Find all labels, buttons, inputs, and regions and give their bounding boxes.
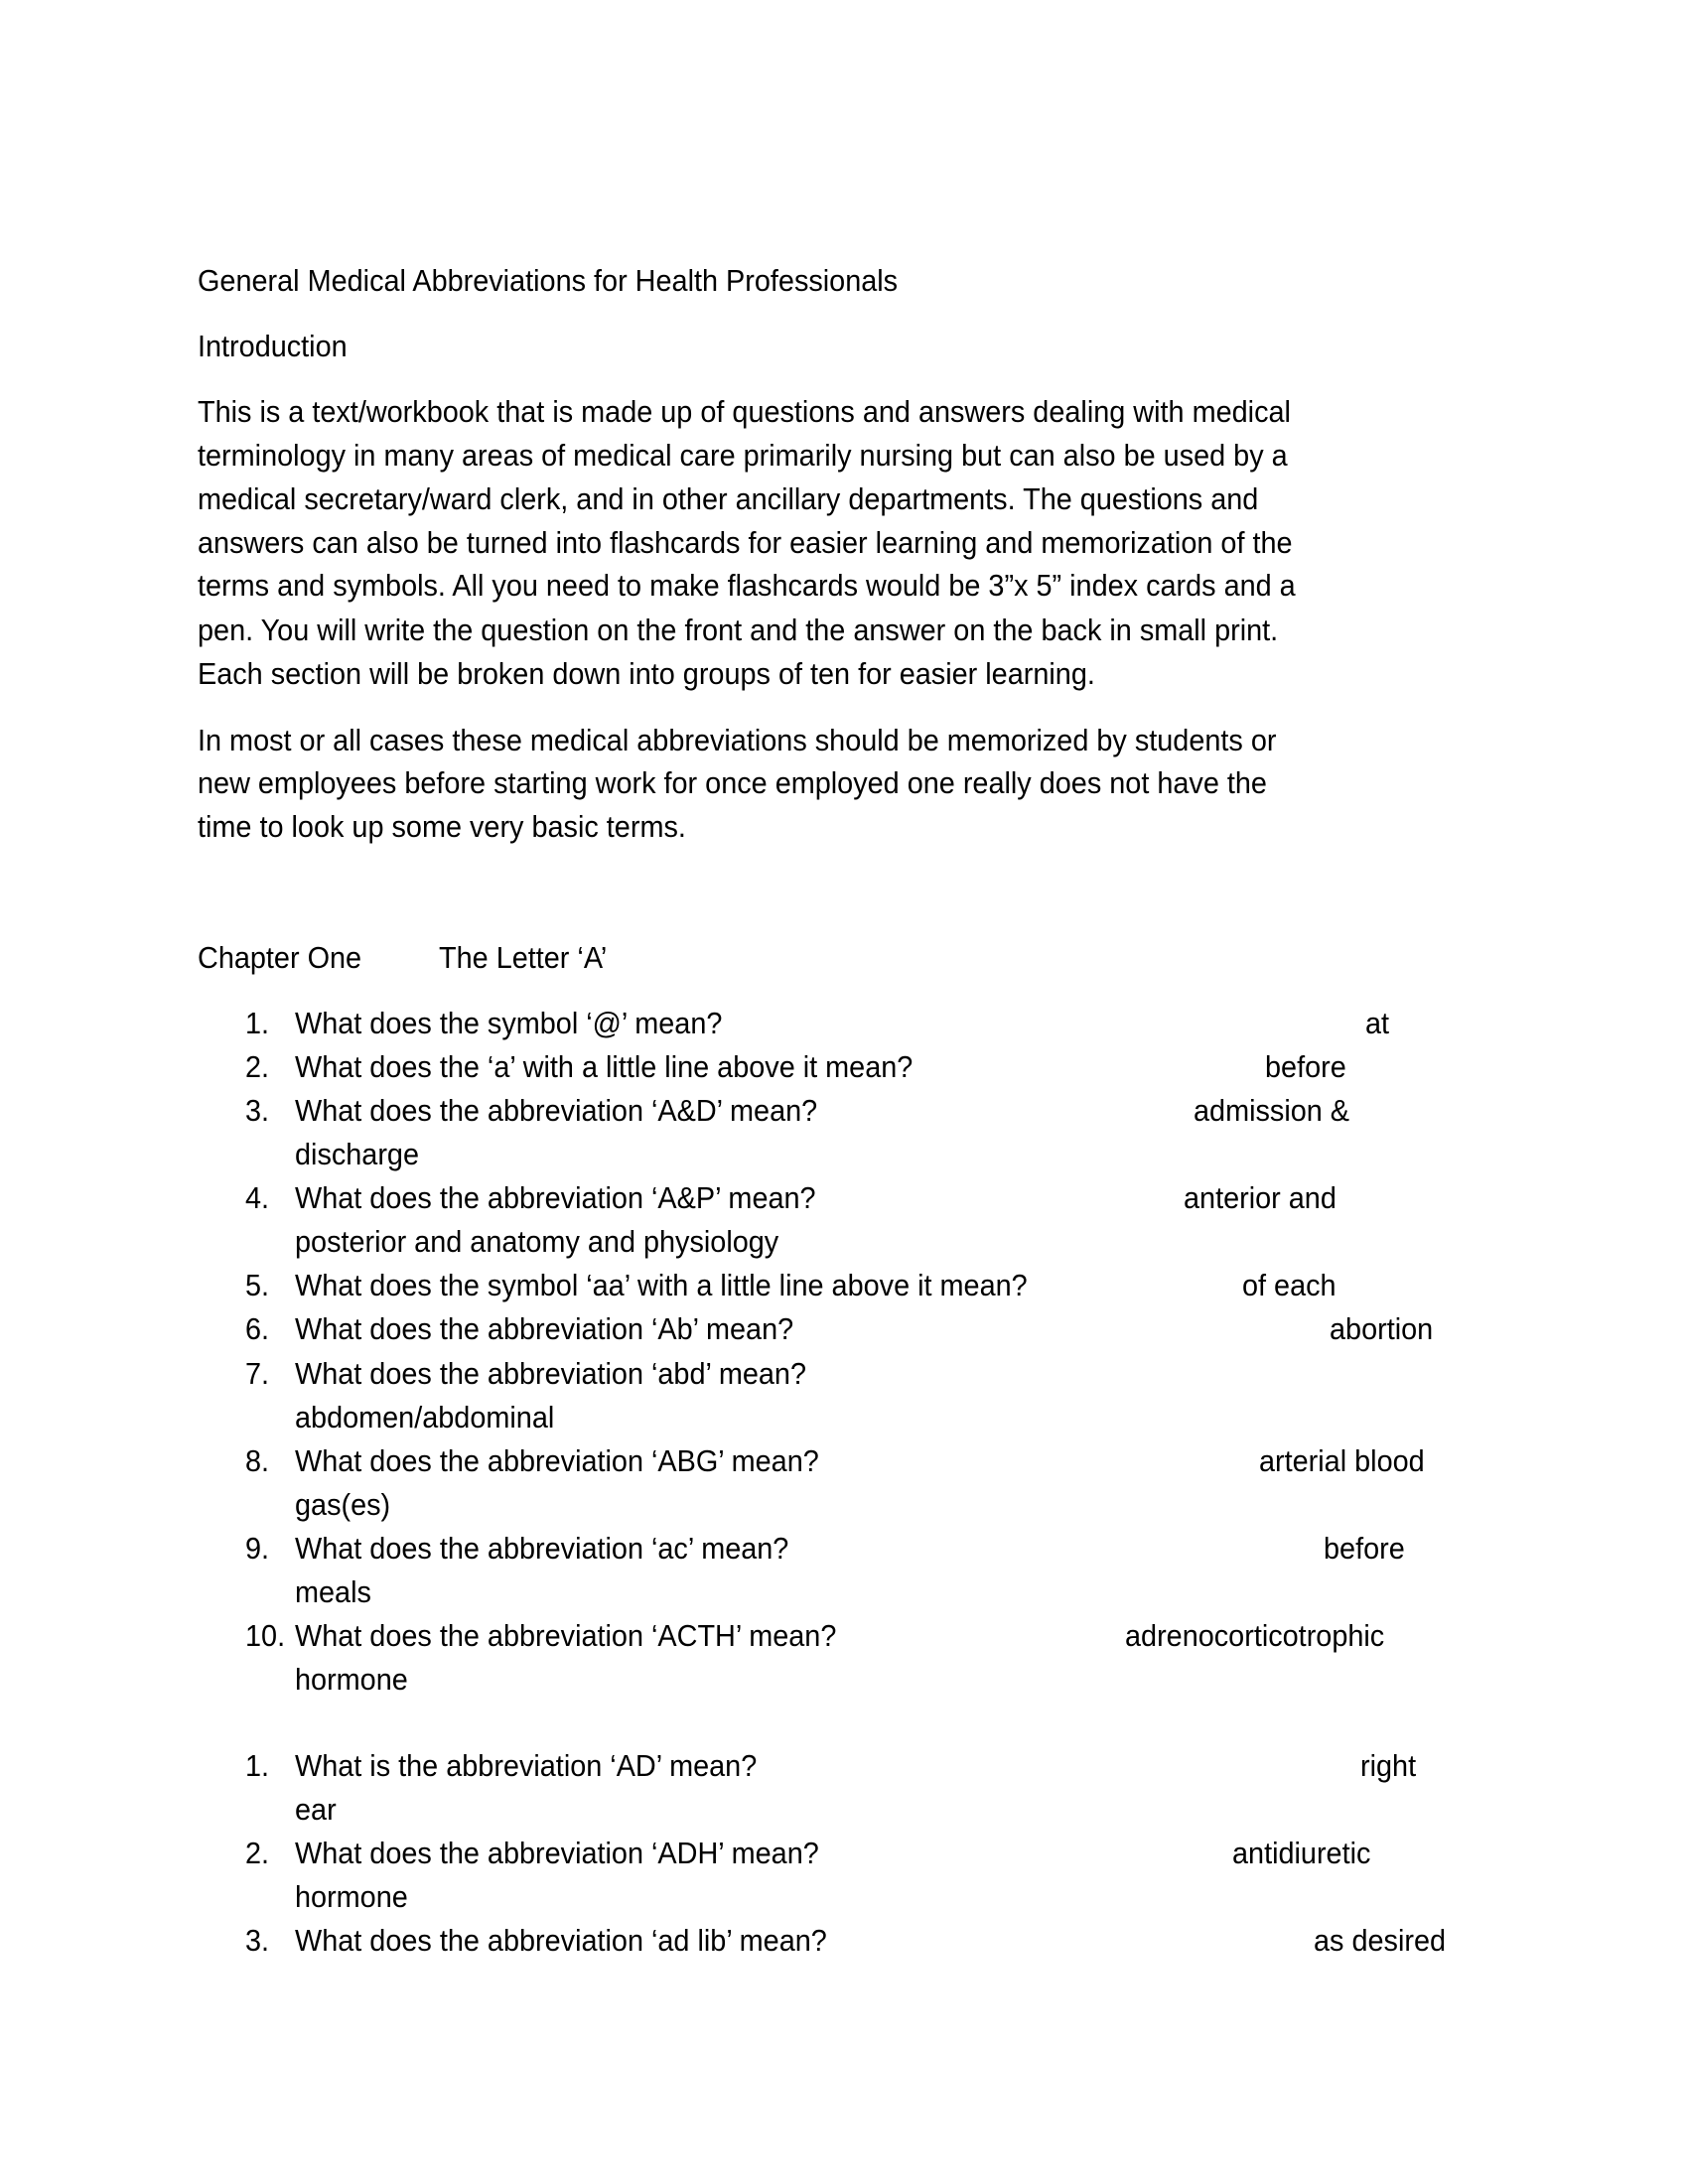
item-answer: before: [1324, 1531, 1405, 1566]
item-answer: admission &: [1194, 1093, 1350, 1128]
document-title: General Medical Abbreviations for Health Professionals: [198, 263, 899, 298]
item-number: 8.: [245, 1443, 270, 1478]
item-question: What does the ‘a’ with a little line above it mean?: [295, 1049, 914, 1084]
item-answer-continuation: hormone: [295, 1879, 408, 1914]
chapter-title: The Letter ‘A’: [439, 940, 608, 975]
paragraph-line: answers can also be turned into flashcards for easier learning and memorization of the: [198, 525, 1293, 560]
item-number: 7.: [245, 1356, 270, 1391]
item-number: 10.: [245, 1618, 286, 1653]
paragraph-line: This is a text/workbook that is made up of questions and answers dealing with medical: [198, 394, 1291, 429]
paragraph-line: time to look up some very basic terms.: [198, 809, 686, 844]
paragraph-line: new employees before starting work for once employed one really does not have the: [198, 765, 1267, 800]
item-answer-continuation: hormone: [295, 1662, 408, 1697]
item-question: What is the abbreviation ‘AD’ mean?: [295, 1748, 758, 1783]
item-number: 1.: [245, 1006, 270, 1040]
paragraph-line: In most or all cases these medical abbreviations should be memorized by students or: [198, 723, 1277, 757]
item-question: What does the abbreviation ‘A&P’ mean?: [295, 1180, 816, 1215]
item-answer: before: [1265, 1049, 1346, 1084]
item-answer: right: [1360, 1748, 1417, 1783]
item-question: What does the symbol ‘aa’ with a little line above it mean?: [295, 1268, 1028, 1302]
item-answer: arterial blood: [1259, 1443, 1425, 1478]
item-answer-continuation: gas(es): [295, 1487, 391, 1522]
paragraph-line: terminology in many areas of medical care primarily nursing but can also be used by a: [198, 438, 1288, 473]
item-answer: anterior and: [1184, 1180, 1336, 1215]
item-answer-continuation: meals: [295, 1574, 371, 1609]
item-answer-continuation: discharge: [295, 1137, 420, 1171]
item-answer-continuation: abdomen/abdominal: [295, 1400, 555, 1434]
item-answer: of each: [1242, 1268, 1336, 1302]
item-question: What does the abbreviation ‘ad lib’ mean?: [295, 1923, 827, 1958]
item-number: 3.: [245, 1093, 270, 1128]
item-number: 3.: [245, 1923, 270, 1958]
intro-heading: Introduction: [198, 329, 348, 363]
paragraph-line: terms and symbols. All you need to make flashcards would be 3”x 5” index cards and a: [198, 568, 1296, 603]
item-number: 2.: [245, 1049, 270, 1084]
chapter-label: Chapter One: [198, 940, 362, 975]
item-number: 1.: [245, 1748, 270, 1783]
item-answer-continuation: posterior and anatomy and physiology: [295, 1224, 779, 1259]
item-question: What does the abbreviation ‘ac’ mean?: [295, 1531, 789, 1566]
item-question: What does the abbreviation ‘abd’ mean?: [295, 1356, 807, 1391]
item-answer: antidiuretic: [1232, 1836, 1371, 1870]
item-answer: abortion: [1330, 1311, 1434, 1346]
item-question: What does the abbreviation ‘ADH’ mean?: [295, 1836, 819, 1870]
item-number: 9.: [245, 1531, 270, 1566]
item-number: 6.: [245, 1311, 270, 1346]
item-number: 2.: [245, 1836, 270, 1870]
item-number: 5.: [245, 1268, 270, 1302]
paragraph-line: pen. You will write the question on the front and the answer on the back in small print.: [198, 613, 1279, 647]
item-question: What does the symbol ‘@’ mean?: [295, 1006, 723, 1040]
paragraph-line: medical secretary/ward clerk, and in other ancillary departments. The questions and: [198, 481, 1259, 516]
item-number: 4.: [245, 1180, 270, 1215]
item-question: What does the abbreviation ‘Ab’ mean?: [295, 1311, 794, 1346]
item-answer: as desired: [1314, 1923, 1447, 1958]
item-question: What does the abbreviation ‘ACTH’ mean?: [295, 1618, 837, 1653]
item-question: What does the abbreviation ‘A&D’ mean?: [295, 1093, 818, 1128]
item-answer: adrenocorticotrophic: [1125, 1618, 1385, 1653]
paragraph-line: Each section will be broken down into groups of ten for easier learning.: [198, 656, 1095, 691]
item-answer-continuation: ear: [295, 1792, 337, 1827]
item-answer: at: [1365, 1006, 1390, 1040]
item-question: What does the abbreviation ‘ABG’ mean?: [295, 1443, 819, 1478]
